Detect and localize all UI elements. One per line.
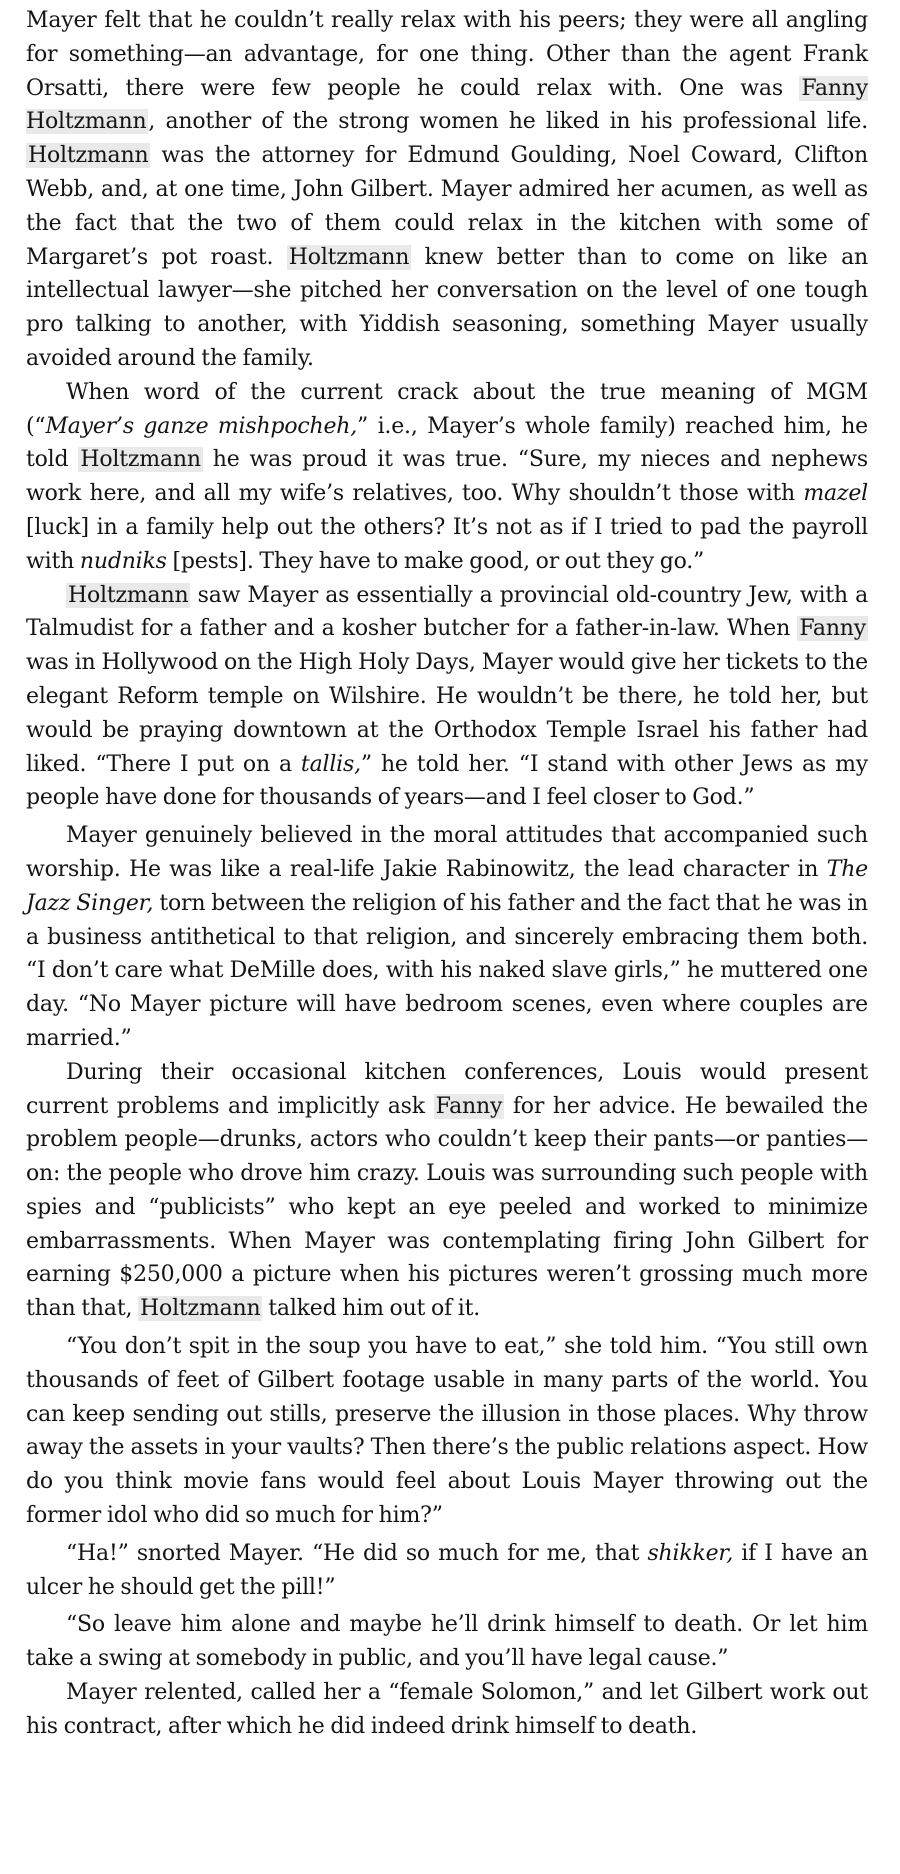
text-run: , another of the strong women he liked in his professional life. bbox=[148, 109, 868, 135]
text-run: knew better than to come on like an intellectual lawyer—she pitched her conversation on the level of one tough pro talking to another, with Yiddish seasoning, something Mayer usually avoided around the family. bbox=[26, 244, 868, 371]
italic-text: shikker, bbox=[647, 1540, 734, 1566]
text-run: ” i.e., Mayer’s whole family) reached him, he told bbox=[26, 413, 869, 473]
paragraph bbox=[26, 1676, 868, 1744]
text-run: “So leave him alone and maybe he’ll drink himself to death. Or let him take a swing at somebody in public, and you’ll have legal cause.” bbox=[26, 1612, 868, 1672]
italic-text: nudniks bbox=[79, 548, 167, 574]
text-run: if I have an ulcer he should get the pill!” bbox=[26, 1540, 868, 1600]
italic-text: tallis, bbox=[300, 751, 361, 777]
highlighted-name: Holtzmann bbox=[140, 1296, 261, 1322]
text-run: talked him out of it. bbox=[262, 1296, 481, 1322]
highlighted-name: Holtzmann bbox=[68, 582, 189, 608]
text-run: he was proud it was true. “Sure, my nieces and nephews work here, and all my wife’s relatives, too. Why shouldn’t those with bbox=[26, 447, 869, 507]
highlighted-name: Holtzmann bbox=[288, 244, 410, 270]
text-run: “You don’t spit in the soup you have to eat,” she told him. “You still own thousands of feet of Gilbert footage usable in many parts of the world. You can keep sending out stills, preserve the illusion in those places. Why throw away the assets in your vaults? Then there’s the public relations aspect. How do you think movie fans would feel about Louis Mayer throwing out the former idol who did so much for him?” bbox=[26, 1334, 868, 1529]
paragraph bbox=[26, 1056, 868, 1326]
text-run: Mayer felt that he couldn’t really relax with his peers; they were all angling for something—an advantage, for one thing. Other than the agent Frank Orsatti, there were few people he could relax with. One was bbox=[26, 8, 868, 101]
highlighted-name: Fanny Holtzmann bbox=[26, 75, 868, 135]
text-run: torn between the religion of his father and the fact that he was in a business antithetical to that religion, and sincerely embracing them both. “I don’t care what DeMille does, with his naked slave girls,” he muttered one day. “No Mayer picture will have bedroom scenes, even where couples are married.” bbox=[26, 890, 868, 1051]
text-run: “Ha!” snorted Mayer. “He did so much for me, that bbox=[66, 1540, 648, 1566]
paragraph bbox=[26, 819, 868, 1056]
italic-text: mazel bbox=[803, 481, 868, 507]
text-run: was in Hollywood on the High Holy Days, Mayer would give her tickets to the elegant Reform temple on Wilshire. He wouldn’t be there, he told her, but would be praying downtown at the Orthodox Temple Israel his father had liked. “There I put on a bbox=[26, 650, 868, 777]
text-run: When word of the current crack about the true meaning of MGM (“ bbox=[26, 379, 868, 439]
paragraph bbox=[26, 376, 868, 579]
text-run: ” he told her. “I stand with other Jews as my people have done for thousands of years—and I feel closer to God.” bbox=[26, 751, 868, 811]
paragraph bbox=[26, 579, 868, 816]
body-text bbox=[26, 4, 868, 1744]
text-run: was the attorney for Edmund Goulding, Noel Coward, Clifton Webb, and, at one time, John Gilbert. Mayer admired her acumen, as well as the fact that the two of them could relax in the kitchen with some of Margaret’s pot roast. bbox=[26, 143, 868, 270]
highlighted-name: Holtzmann bbox=[80, 447, 201, 473]
paragraph bbox=[26, 1608, 868, 1676]
text-run: Mayer genuinely believed in the moral attitudes that accompanied such worship. He was like a real-life Jakie Rabinowitz, the lead character in bbox=[26, 823, 868, 882]
text-run: [luck] in a family help out the others? It’s not as if I tried to pad the payroll with bbox=[26, 514, 868, 574]
paragraph bbox=[26, 1537, 868, 1605]
text-run: [pests]. They have to make good, or out they go.” bbox=[166, 548, 705, 574]
paragraph bbox=[26, 4, 868, 376]
text-run: saw Mayer as essentially a provincial old-country Jew, with a Talmudist for a father and a kosher butcher for a father-in-law. When bbox=[26, 582, 868, 642]
italic-text: The Jazz Singer, bbox=[26, 856, 868, 916]
paragraph bbox=[26, 1330, 868, 1533]
highlighted-name: Holtzmann bbox=[28, 143, 149, 169]
text-run: for her advice. He bewailed the problem people—drunks, actors who couldn’t keep their pants—or panties—on: the people who drove him crazy. Louis was surrounding such people with spies and “publicists” who kept an eye peeled and worked to minimize embarrassments. When Mayer was contemplating firing John Gilbert for earning $250,000 a picture when his pictures weren’t grossing much more than that, bbox=[26, 1093, 868, 1322]
text-run: During their occasional kitchen conferences, Louis would present current problems and implicitly ask bbox=[26, 1059, 868, 1119]
highlighted-name: Fanny bbox=[799, 616, 866, 642]
highlighted-name: Fanny bbox=[435, 1093, 503, 1119]
italic-text: Mayer’s ganze mishpocheh, bbox=[45, 413, 358, 439]
text-run: Mayer relented, called her a “female Solomon,” and let Gilbert work out his contract, after which he did indeed drink himself to death. bbox=[26, 1680, 868, 1739]
